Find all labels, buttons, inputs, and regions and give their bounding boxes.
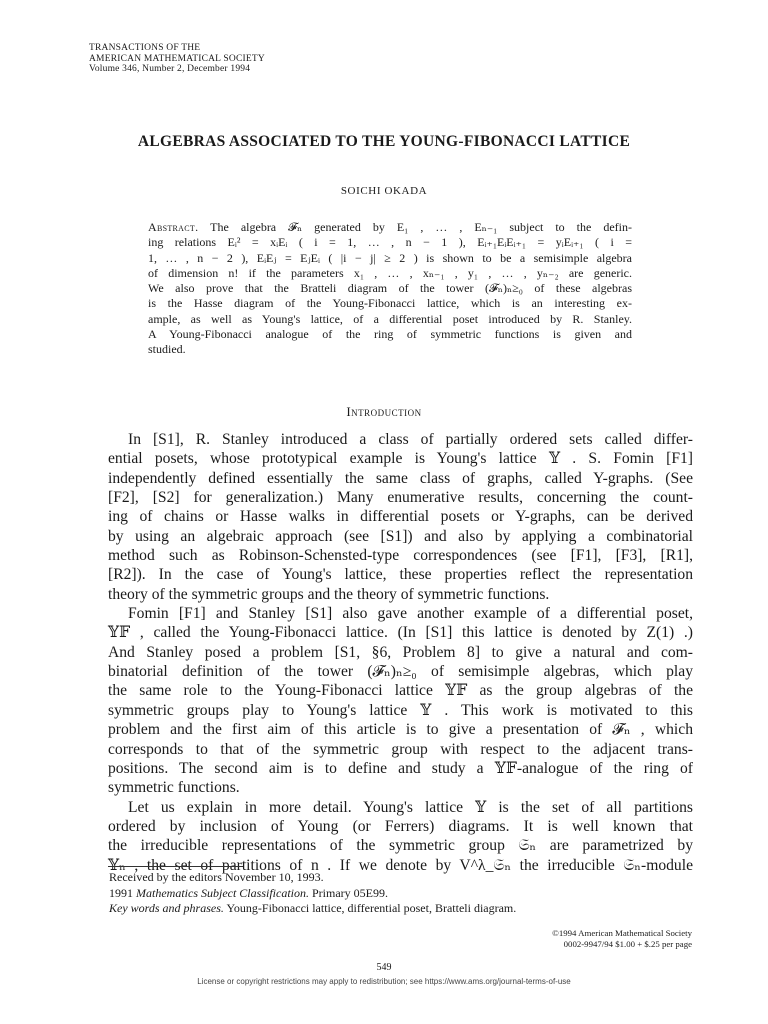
body-line: by using an algebraic approach (see [S1]) and also by applying a combinatorial xyxy=(108,527,693,545)
body-line: [R2]). In the case of Young's lattice, these properties reflect the representation xyxy=(108,566,693,584)
msc-classification xyxy=(108,886,693,902)
copyright-line-2: 0002-9947/94 $1.00 + $.25 per page xyxy=(563,938,692,949)
paper-title: ALGEBRAS ASSOCIATED TO THE YOUNG-FIBONACCI LATTICE xyxy=(137,133,631,150)
body-line: theory of the symmetric groups and the theory of symmetric functions. xyxy=(108,585,550,603)
body-line: Fomin [F1] and Stanley [S1] also gave another example of a differential poset, xyxy=(128,605,693,623)
body-line: corresponds to that of the symmetric group with respect to the adjacent trans- xyxy=(108,740,693,758)
msc-value: Primary 05E99. xyxy=(308,885,388,900)
journal-name-line-1: TRANSACTIONS OF THE xyxy=(89,43,201,53)
body-line: In [S1], R. Stanley introduced a class of partially ordered sets called differ- xyxy=(128,431,693,448)
body-line: problem and the first aim of this article is to give a presentation of 𝓕ₙ , which xyxy=(108,721,693,739)
body-line: ing of chains or Hasse walks in differential posets or Y-graphs, can be derived xyxy=(108,508,693,526)
abstract-line xyxy=(148,220,632,235)
abstract-label: Abstract. xyxy=(148,220,199,234)
body-line: the same role to the Young-Fibonacci lattice 𝕐𝔽 as the group algebras of the xyxy=(108,682,693,700)
body-line: And Stanley posed a problem [S1, §6, Problem 8] to give a natural and com- xyxy=(108,643,693,661)
abstract-line: We also prove that the Bratteli diagram of the tower (𝓕ₙ)ₙ≥₀ of these algebras xyxy=(148,281,632,296)
keywords-label: Key words and phrases. xyxy=(109,901,224,915)
body-line: Let us explain in more detail. Young's lattice 𝕐 is the set of all partitions xyxy=(128,798,693,816)
copyright-notice xyxy=(480,928,692,949)
footnotes xyxy=(108,870,693,917)
body-line: symmetric groups play to Young's lattice 𝕐 . This work is motivated to this xyxy=(108,701,693,719)
journal-name-line-2: AMERICAN MATHEMATICAL SOCIETY xyxy=(89,53,265,64)
received-date: Received by the editors November 10, 1993. xyxy=(109,870,324,884)
body-line: symmetric functions. xyxy=(108,779,240,797)
abstract-line: ample, as well as Young's lattice, of a differential poset introduced by R. Stanley. xyxy=(148,311,632,326)
abstract-line: A Young-Fibonacci analogue of the ring of symmetric functions is given and xyxy=(148,327,632,342)
abstract-line: studied. xyxy=(148,342,186,357)
volume-info: Volume 346, Number 2, December 1994 xyxy=(89,64,251,74)
abstract-line: 1, … , n − 2 ), EᵢEⱼ = EⱼEᵢ ( |i − j| ≥ 2 ) is shown to be a semisimple algebra xyxy=(148,250,632,265)
keywords xyxy=(108,901,693,917)
page-number: 549 xyxy=(376,962,392,973)
body-line: ordered by inclusion of Young (or Ferrers) diagrams. It is well known that xyxy=(108,817,693,835)
introduction-body xyxy=(108,430,693,875)
abstract-line: of dimension n! if the parameters x₁ , … , xₙ₋₁ , y₁ , … , yₙ₋₂ are generic. xyxy=(148,265,632,280)
body-line: binatorial definition of the tower (𝓕ₙ)ₙ≥₀ of semisimple algebras, which play xyxy=(108,663,693,681)
license-notice: License or copyright restrictions may apply to redistribution; see https://www.ams.org/journal-terms-of-use xyxy=(197,977,571,986)
body-line: method such as Robinson-Schensted-type correspondences (see [F1], [F3], [R1], xyxy=(108,547,693,565)
keywords-value: Young-Fibonacci lattice, differential poset, Bratteli diagram. xyxy=(223,901,517,915)
body-line: independently defined essentially the same class of graphs, called Y-graphs. (See xyxy=(108,469,693,487)
abstract xyxy=(148,220,632,358)
footnote-rule xyxy=(108,866,243,867)
msc-label: Mathematics Subject Classification. xyxy=(136,885,309,900)
msc-year: 1991 xyxy=(109,885,136,900)
body-line: [F2], [S2] for generalization.) Many enumerative results, concerning the count- xyxy=(108,489,693,507)
abstract-line: ing relations Eᵢ² = xᵢEᵢ ( i = 1, … , n − 1 ), Eᵢ₊₁EᵢEᵢ₊₁ = yᵢEᵢ₊₁ ( i = xyxy=(148,235,632,250)
abstract-text: The algebra 𝓕ₙ generated by E₁ , … , Eₙ₋₁ subject to the defin- xyxy=(210,220,632,234)
section-heading-introduction: Introduction xyxy=(346,404,422,419)
body-line: positions. The second aim is to define and study a 𝕐𝔽-analogue of the ring of xyxy=(108,759,693,777)
abstract-line: is the Hasse diagram of the Young-Fibonacci lattice, which is an interesting ex- xyxy=(148,296,632,311)
body-line: 𝕐ₙ , the set of partitions of n . If we denote by V^λ_𝔖ₙ the irreducible 𝔖ₙ-module xyxy=(108,856,693,874)
journal-header xyxy=(89,43,265,75)
body-line: 𝕐𝔽 , called the Young-Fibonacci lattice. (In [S1] this lattice is denoted by Z(1) .) xyxy=(108,624,693,642)
body-line: the irreducible representations of the symmetric group 𝔖ₙ are parametrized by xyxy=(108,837,693,855)
author-name: SOICHI OKADA xyxy=(340,185,428,197)
body-line: ential posets, whose prototypical example is Young's lattice 𝕐 . S. Fomin [F1] xyxy=(108,450,693,468)
copyright-line-1: ©1994 American Mathematical Society xyxy=(552,928,692,938)
